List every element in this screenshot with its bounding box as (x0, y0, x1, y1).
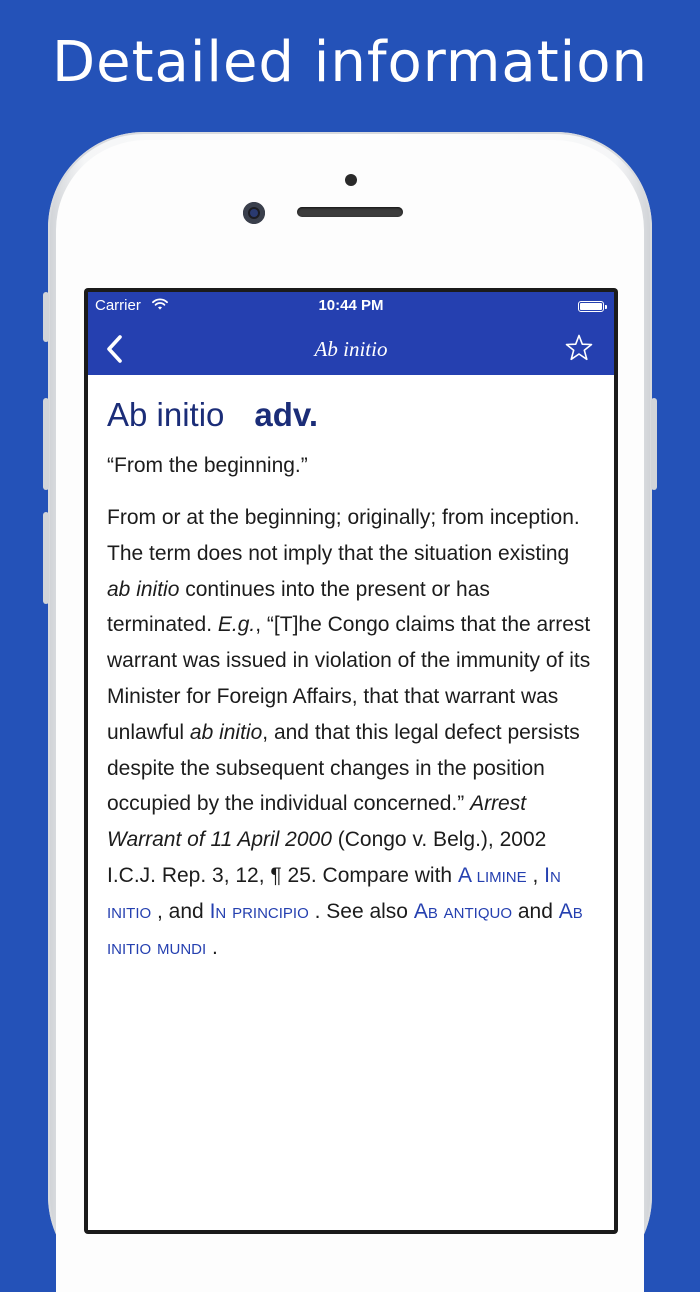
definition-text: continues into the present or has terminated. (107, 577, 490, 637)
part-of-speech: adv. (254, 396, 318, 433)
entry-term: Ab initio (107, 396, 225, 433)
definition-italic: ab initio (107, 577, 180, 601)
favorite-button[interactable] (564, 333, 594, 363)
case-citation-title: Arrest Warrant of 11 April 2000 (107, 792, 527, 852)
phone-volume-up (43, 398, 49, 490)
xref-link-in-initio[interactable]: In initio (107, 863, 561, 923)
promo-headline: Detailed information (52, 30, 648, 95)
xref-link-in-principio[interactable]: In principio (209, 899, 309, 923)
status-bar (88, 292, 614, 322)
app-screen (88, 292, 614, 1230)
phone-power-button (651, 398, 657, 490)
xref-link-a-limine[interactable]: A limine (457, 863, 527, 887)
definition-text: (Congo v. Belg.), 2002 I.C.J. Rep. 3, 12, ¶ 25. Compare with (107, 828, 547, 887)
definition-italic: E.g. (217, 613, 256, 637)
definition-text: , and that this legal defect persists despite the subsequent changes in the position occupied by the individual concerned.” (107, 720, 580, 816)
entry-content (107, 375, 594, 965)
xref-link-ab-initio-mundi[interactable]: Ab initio mundi (107, 899, 583, 959)
battery-icon (578, 301, 604, 312)
phone-screen (84, 288, 618, 1234)
definition-text: . (206, 935, 218, 959)
proximity-sensor (345, 174, 357, 186)
definition-text: From or at the beginning; originally; from inception. The term does not imply that the situation existing (107, 506, 580, 565)
entry-heading (107, 395, 594, 435)
definition-text: , “[T]he Congo claims that the arrest warrant was issued in violation of the immunity of its Minister for Foreign Affairs, that that warrant was unlawful (107, 613, 591, 744)
xref-link-ab-antiquo[interactable]: Ab antiquo (413, 899, 512, 923)
carrier-label: Carrier (95, 297, 141, 314)
definition-text: , and (151, 899, 210, 923)
definition-italic: ab initio (189, 720, 263, 744)
star-outline-icon (567, 336, 592, 360)
status-time: 10:44 PM (318, 297, 384, 314)
definition-text: and (512, 899, 559, 923)
entry-translation: “From the beginning.” (107, 454, 308, 477)
front-camera (243, 202, 265, 224)
phone-silent-switch (43, 292, 49, 342)
definition-text: . See also (308, 899, 414, 923)
entry-definition (107, 500, 594, 965)
navigation-area (88, 292, 614, 375)
nav-title: Ab initio (314, 337, 388, 361)
phone-volume-down (43, 512, 49, 604)
definition-text: , (526, 863, 545, 887)
earpiece-speaker (297, 207, 403, 217)
